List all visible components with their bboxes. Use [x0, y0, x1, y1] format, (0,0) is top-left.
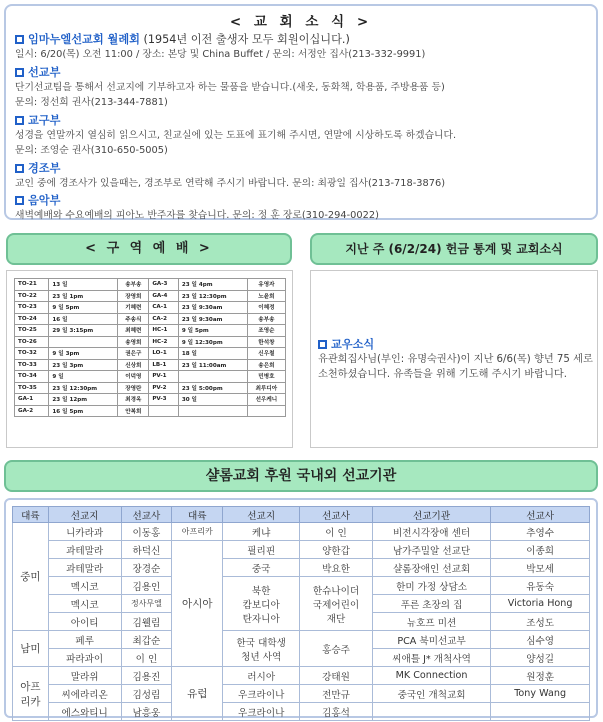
district-cell: 권은구 — [118, 348, 149, 360]
district-cell: 16 일 — [49, 313, 118, 325]
mission-org-cell: 비전시각장애 센터 — [372, 523, 490, 541]
missionary-line: 재단 — [326, 613, 346, 625]
missionary-cell: 김홍석 — [300, 703, 373, 721]
checkbox-icon — [15, 164, 24, 173]
continent-cell — [13, 667, 49, 721]
missions-row — [13, 667, 590, 685]
district-cell: 23 일 11:00am — [178, 359, 247, 371]
missionary-cell: 강태원 — [300, 667, 373, 685]
news-section-heading — [15, 32, 587, 47]
news-sections — [15, 32, 587, 224]
district-cell: HC-1 — [149, 325, 179, 337]
news-section-heading — [15, 113, 587, 128]
mission-org-cell: 중국인 개척교회 — [372, 685, 490, 703]
missionary-cell: 심수영 — [491, 631, 590, 649]
district-cell: 한석창 — [247, 336, 285, 348]
district-cell: TO-21 — [15, 279, 49, 291]
missionary-line: 한슈나이더 — [312, 585, 360, 597]
checkbox-icon — [15, 35, 24, 44]
district-cell: GA-1 — [15, 394, 49, 406]
district-row — [15, 325, 286, 337]
section-title: 임마누엘선교회 월례회 — [28, 33, 140, 46]
continent-line: 리카 — [20, 695, 41, 708]
mission-field-cell — [223, 577, 300, 631]
mission-field-cell: 과테말라 — [48, 541, 121, 559]
section-line: 성경을 연말까지 열심히 읽으시고, 친교실에 있는 도표에 표기해 주시면, 연말에 시상하도록 하겠습니다. — [15, 129, 457, 141]
missionary-cell: 김용진 — [121, 667, 172, 685]
district-cell: 23 일 9:30am — [178, 302, 247, 314]
district-cell: 신우철 — [247, 348, 285, 360]
missions-header-cell: 선교사 — [300, 507, 373, 523]
missions-header-cell: 선교사 — [121, 507, 172, 523]
district-cell: TO-25 — [15, 325, 49, 337]
district-cell: 13 일 — [49, 279, 118, 291]
missionary-line: 국제어린이 — [312, 599, 360, 611]
missions-row — [13, 631, 590, 649]
district-cell: 주송식 — [118, 313, 149, 325]
district-cell: 23 일 1pm — [49, 290, 118, 302]
missionary-cell: 조성도 — [491, 613, 590, 631]
field-line: 북한 — [251, 585, 271, 597]
district-cell: LO-1 — [149, 348, 179, 360]
mission-field-cell: 씨에라리온 — [48, 685, 121, 703]
member-news-heading — [318, 337, 593, 352]
mission-field-cell: 파라과이 — [48, 649, 121, 667]
mission-field-cell: 아이티 — [48, 613, 121, 631]
missionary-cell: 남흥웅 — [121, 703, 172, 721]
district-cell: 9 일 12:30pm — [178, 336, 247, 348]
district-cell: 송은희 — [247, 359, 285, 371]
district-cell: TO-22 — [15, 290, 49, 302]
section-line: 일시: 6/20(목) 오전 11:00 / 장소: 본당 및 China Buffet / 문의: 서정안 집사(213-332-9991) — [15, 49, 426, 60]
checkbox-icon — [318, 340, 327, 349]
mission-field-cell: 과테말라 — [48, 559, 121, 577]
missionary-cell — [491, 703, 590, 721]
district-cell: TO-24 — [15, 313, 49, 325]
continent-cell: 유럽 — [172, 667, 223, 721]
district-cell: GA-2 — [15, 405, 49, 417]
missionary-cell: 김성림 — [121, 685, 172, 703]
district-cell: 9 일 — [49, 371, 118, 383]
missionary-cell: 최갑순 — [121, 631, 172, 649]
missions-row — [13, 577, 590, 595]
district-cell: 기혜련 — [118, 302, 149, 314]
district-cell: GA-3 — [149, 279, 179, 291]
field-line: 캄보디아 — [242, 599, 280, 611]
district-row — [15, 313, 286, 325]
district-cell: 안복희 — [118, 405, 149, 417]
district-cell: TO-33 — [15, 359, 49, 371]
district-cell: TO-32 — [15, 348, 49, 360]
mission-org-cell: 남가주밀알 선교단 — [372, 541, 490, 559]
section-title: 음악부 — [28, 194, 61, 207]
missionary-cell — [300, 577, 373, 631]
district-cell — [49, 336, 118, 348]
missionary-cell: 박모세 — [491, 559, 590, 577]
district-cell — [149, 405, 179, 417]
district-worship-banner: < 구 역 예 배 > — [6, 233, 292, 265]
missions-header-cell: 대륙 — [13, 507, 49, 523]
field-line: 청년 사역 — [241, 651, 282, 663]
news-section-heading — [15, 65, 587, 80]
district-cell: 9 일 3pm — [49, 348, 118, 360]
district-cell: 송부송 — [247, 313, 285, 325]
missions-header-cell: 선교기관 — [372, 507, 490, 523]
field-line: 한국 대학생 — [236, 637, 286, 649]
district-cell: 23 일 5:00pm — [178, 382, 247, 394]
continent-cell: 중미 — [13, 523, 49, 631]
missions-row — [13, 685, 590, 703]
section-line: 문의: 정선희 권사(213-344-7881) — [15, 97, 168, 108]
mission-org-cell: 뉴호프 미션 — [372, 613, 490, 631]
district-cell — [247, 405, 285, 417]
district-row — [15, 405, 286, 417]
checkbox-icon — [15, 116, 24, 125]
district-cell: 23 일 12pm — [49, 394, 118, 406]
district-cell: PV-1 — [149, 371, 179, 383]
missionary-cell: 홍승주 — [300, 631, 373, 667]
church-news-box — [4, 4, 598, 220]
checkbox-icon — [15, 196, 24, 205]
section-title: 선교부 — [28, 65, 61, 79]
news-title: < 교 회 소 식 > — [229, 14, 373, 30]
district-cell: 민병호 — [247, 371, 285, 383]
district-cell: CA-1 — [149, 302, 179, 314]
missionary-cell: 장경순 — [121, 559, 172, 577]
mission-field-cell: 에스와티니 — [48, 703, 121, 721]
district-cell: 23 일 9:30am — [178, 313, 247, 325]
mission-field-cell: 우크라이나 — [223, 703, 300, 721]
continent-cell: 아프리카 — [172, 523, 223, 541]
mission-field-cell: 러시아 — [223, 667, 300, 685]
district-row — [15, 394, 286, 406]
missionary-cell: Victoria Hong — [491, 595, 590, 613]
missionary-cell: 양한갑 — [300, 541, 373, 559]
mission-field-cell: 우크라이나 — [223, 685, 300, 703]
mission-org-cell: PCA 북미선교부 — [372, 631, 490, 649]
district-cell: PV-3 — [149, 394, 179, 406]
mission-field-cell: 니카라과 — [48, 523, 121, 541]
missionary-cell: 정사무엘 — [121, 595, 172, 613]
missions-header-cell: 선교사 — [491, 507, 590, 523]
district-cell: LB-1 — [149, 359, 179, 371]
section-line: 문의: 조영순 권사(310-650-5005) — [15, 145, 168, 156]
district-cell: CA-2 — [149, 313, 179, 325]
mission-field-cell: 중국 — [223, 559, 300, 577]
district-row — [15, 290, 286, 302]
district-row — [15, 302, 286, 314]
section-line: 단기선교팀을 통해서 선교지에 기부하고자 하는 물품을 받습니다.(새옷, 동화책, 학용품, 주방용품 등) — [15, 81, 445, 93]
district-cell: 23 일 12:30pm — [178, 290, 247, 302]
district-cell: TO-23 — [15, 302, 49, 314]
mission-org-cell: 한미 가정 상담소 — [372, 577, 490, 595]
district-cell: 이혜정 — [247, 302, 285, 314]
mission-org-cell: MK Connection — [372, 667, 490, 685]
district-cell: 9 일 5pm — [178, 325, 247, 337]
district-cell: 23 일 4pm — [178, 279, 247, 291]
mission-field-cell — [223, 631, 300, 667]
district-cell: TO-26 — [15, 336, 49, 348]
district-row — [15, 336, 286, 348]
missions-table — [12, 506, 590, 721]
missions-header-cell: 선교지 — [48, 507, 121, 523]
district-cell: 29 일 3:15pm — [49, 325, 118, 337]
district-cell: 장영란 — [118, 382, 149, 394]
mission-field-cell: 멕시코 — [48, 595, 121, 613]
missions-row — [13, 541, 590, 559]
missions-header-cell: 대륙 — [172, 507, 223, 523]
district-cell: 30 일 — [178, 394, 247, 406]
section-title: 교구부 — [28, 113, 61, 127]
district-cell: 9 일 5pm — [49, 302, 118, 314]
missionary-cell: 양성길 — [491, 649, 590, 667]
section-line: 새벽예배와 수요예배의 피아노 반주자를 찾습니다. 문의: 정 훈 장로(310-294-0022) — [15, 210, 379, 221]
district-schedule-table — [14, 278, 286, 417]
missionary-cell: 추영수 — [491, 523, 590, 541]
missions-row — [13, 559, 590, 577]
offering-stats-banner: 지난 주 (6/2/24) 헌금 통계 및 교회소식 — [310, 233, 598, 265]
district-cell: 18 일 — [178, 348, 247, 360]
missions-row — [13, 703, 590, 721]
continent-cell: 아시아 — [172, 541, 223, 667]
district-cell: TO-35 — [15, 382, 49, 394]
district-cell: 송부송 — [118, 279, 149, 291]
missionary-cell: Tony Wang — [491, 685, 590, 703]
mission-field-cell: 말라위 — [48, 667, 121, 685]
district-cell — [178, 371, 247, 383]
mission-org-cell: 샬롬장애인 선교회 — [372, 559, 490, 577]
district-cell: 송영희 — [118, 336, 149, 348]
district-cell: 23 일 3pm — [49, 359, 118, 371]
mission-field-cell: 멕시코 — [48, 577, 121, 595]
district-cell: 선우케니 — [247, 394, 285, 406]
mission-org-cell — [372, 703, 490, 721]
missions-header-row — [13, 507, 590, 523]
missionary-cell: 이 인 — [121, 649, 172, 667]
field-line: 탄자니아 — [242, 613, 280, 625]
district-row — [15, 359, 286, 371]
missionary-cell: 원정훈 — [491, 667, 590, 685]
missions-header-cell: 선교지 — [223, 507, 300, 523]
news-section-heading — [15, 161, 587, 176]
missionary-cell: 유동숙 — [491, 577, 590, 595]
district-row — [15, 371, 286, 383]
district-cell: 신상희 — [118, 359, 149, 371]
district-cell: HC-2 — [149, 336, 179, 348]
section-note: (1954년 이전 출생자 모두 회원이십니다.) — [139, 33, 350, 46]
district-cell: 장영희 — [118, 290, 149, 302]
missionary-cell: 이종희 — [491, 541, 590, 559]
missionary-cell: 이 인 — [300, 523, 373, 541]
missionary-cell: 전만규 — [300, 685, 373, 703]
section-line: 교인 중에 경조사가 있을때는, 경조부로 연락해 주시기 바랍니다. 문의: 최광일 집사(213-718-3876) — [15, 177, 446, 189]
district-cell: 최경옥 — [118, 394, 149, 406]
mission-org-cell: 씨애틀 J* 개척사역 — [372, 649, 490, 667]
district-cell: 최루디아 — [247, 382, 285, 394]
missionary-cell: 이동홍 — [121, 523, 172, 541]
missionary-cell: 김웰림 — [121, 613, 172, 631]
district-cell: 16 일 5pm — [49, 405, 118, 417]
district-row — [15, 348, 286, 360]
section-title: 경조부 — [28, 161, 61, 175]
mission-field-cell: 케냐 — [223, 523, 300, 541]
mission-org-cell: 푸른 초장의 집 — [372, 595, 490, 613]
continent-line: 아프 — [20, 680, 41, 693]
missionary-cell: 김용인 — [121, 577, 172, 595]
district-cell: 이덕영 — [118, 371, 149, 383]
district-row — [15, 279, 286, 291]
member-news-title: 교우소식 — [331, 338, 375, 351]
district-cell: 유영자 — [247, 279, 285, 291]
missionary-cell: 하덕신 — [121, 541, 172, 559]
district-row — [15, 382, 286, 394]
mission-field-cell: 필리핀 — [223, 541, 300, 559]
missions-row — [13, 523, 590, 541]
district-cell: 최혜련 — [118, 325, 149, 337]
missionary-cell: 박요한 — [300, 559, 373, 577]
mission-field-cell: 페루 — [48, 631, 121, 649]
continent-cell: 남미 — [13, 631, 49, 667]
missions-banner: 샬롬교회 후원 국내외 선교기관 — [4, 460, 598, 492]
district-cell — [178, 405, 247, 417]
district-cell: 조영순 — [247, 325, 285, 337]
checkbox-icon — [15, 68, 24, 77]
district-cell: 23 일 12:30pm — [49, 382, 118, 394]
news-section-heading — [15, 193, 587, 208]
member-news — [318, 335, 593, 382]
district-cell: TO-34 — [15, 371, 49, 383]
member-news-text: 유관희집사님(부인: 유명숙권사)이 지난 6/6(목) 향년 75 세로 소천하셨습니다. 유족들을 위해 기도해 주시기 바랍니다. — [318, 354, 593, 380]
district-cell: GA-4 — [149, 290, 179, 302]
district-cell: 노윤희 — [247, 290, 285, 302]
district-cell: PV-2 — [149, 382, 179, 394]
